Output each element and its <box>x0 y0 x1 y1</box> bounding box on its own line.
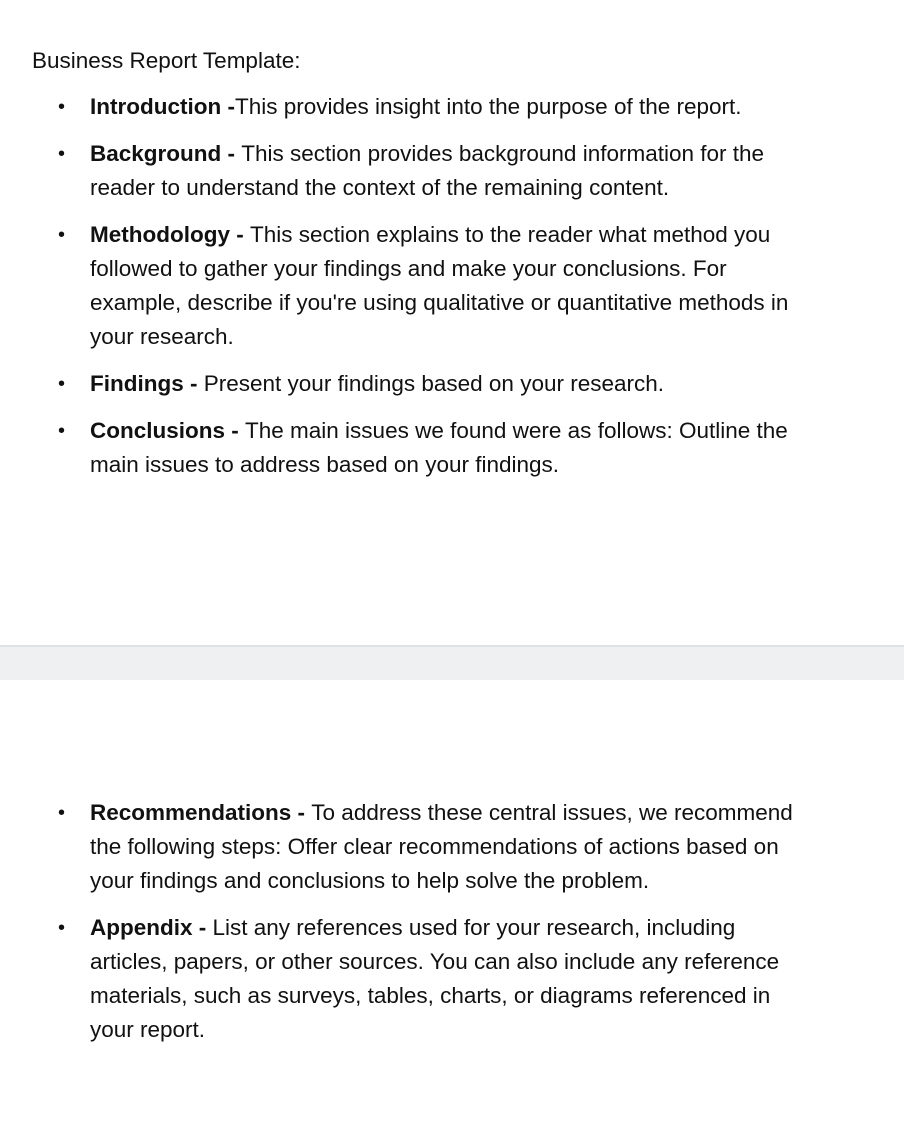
item-text: This section explains to the reader what method you followed to gather your findings and make your conclusions. For example, describe if you're using qualitative or quantitative methods in your research. <box>90 222 789 349</box>
item-separator: - <box>221 94 235 119</box>
item-separator: - <box>221 141 242 166</box>
document-title: Business Report Template: <box>32 48 301 73</box>
item-separator: - <box>229 222 250 247</box>
bullet-icon: • <box>58 96 66 118</box>
item-text: List any references used for your research, including articles, papers, or other sources. You can also include any reference materials, such as surveys, tables, charts, or diagrams referenced in your report. <box>90 915 780 1042</box>
bullet-icon: • <box>58 373 66 395</box>
item-text: To address these central issues, we recommend the following steps: Offer clear recommendations of actions based on your findings and conclusions to help solve the problem. <box>90 800 793 893</box>
list-item-findings <box>0 367 904 401</box>
list-item-methodology <box>0 218 904 354</box>
section-list-page-2 <box>0 796 904 1060</box>
item-term: Recommendations <box>90 800 292 825</box>
bullet-icon: • <box>58 420 66 442</box>
list-item-appendix <box>0 911 904 1047</box>
item-separator: - <box>192 915 213 940</box>
item-text: This section provides background information for the reader to understand the context of the remaining content. <box>90 141 765 200</box>
bullet-icon: • <box>58 143 66 165</box>
bullet-icon: • <box>58 802 66 824</box>
item-text: This provides insight into the purpose of the report. <box>234 94 742 119</box>
list-item-introduction <box>0 90 904 124</box>
item-term: Conclusions <box>90 418 226 443</box>
item-term: Introduction <box>90 94 222 119</box>
list-item-conclusions <box>0 414 904 482</box>
item-separator: - <box>291 800 312 825</box>
list-item-recommendations <box>0 796 904 898</box>
item-text: The main issues we found were as follows: Outline the main issues to address based on your findings. <box>90 418 788 477</box>
page-break-separator <box>0 645 904 680</box>
list-item-background <box>0 137 904 205</box>
item-term: Appendix <box>90 915 193 940</box>
item-separator: - <box>225 418 246 443</box>
item-separator: - <box>183 371 204 396</box>
bullet-icon: • <box>58 917 66 939</box>
item-term: Background <box>90 141 222 166</box>
item-term: Methodology <box>90 222 230 247</box>
bullet-icon: • <box>58 224 66 246</box>
item-term: Findings <box>90 371 184 396</box>
section-list-page-1 <box>0 90 904 495</box>
item-text: Present your findings based on your research. <box>203 371 665 396</box>
